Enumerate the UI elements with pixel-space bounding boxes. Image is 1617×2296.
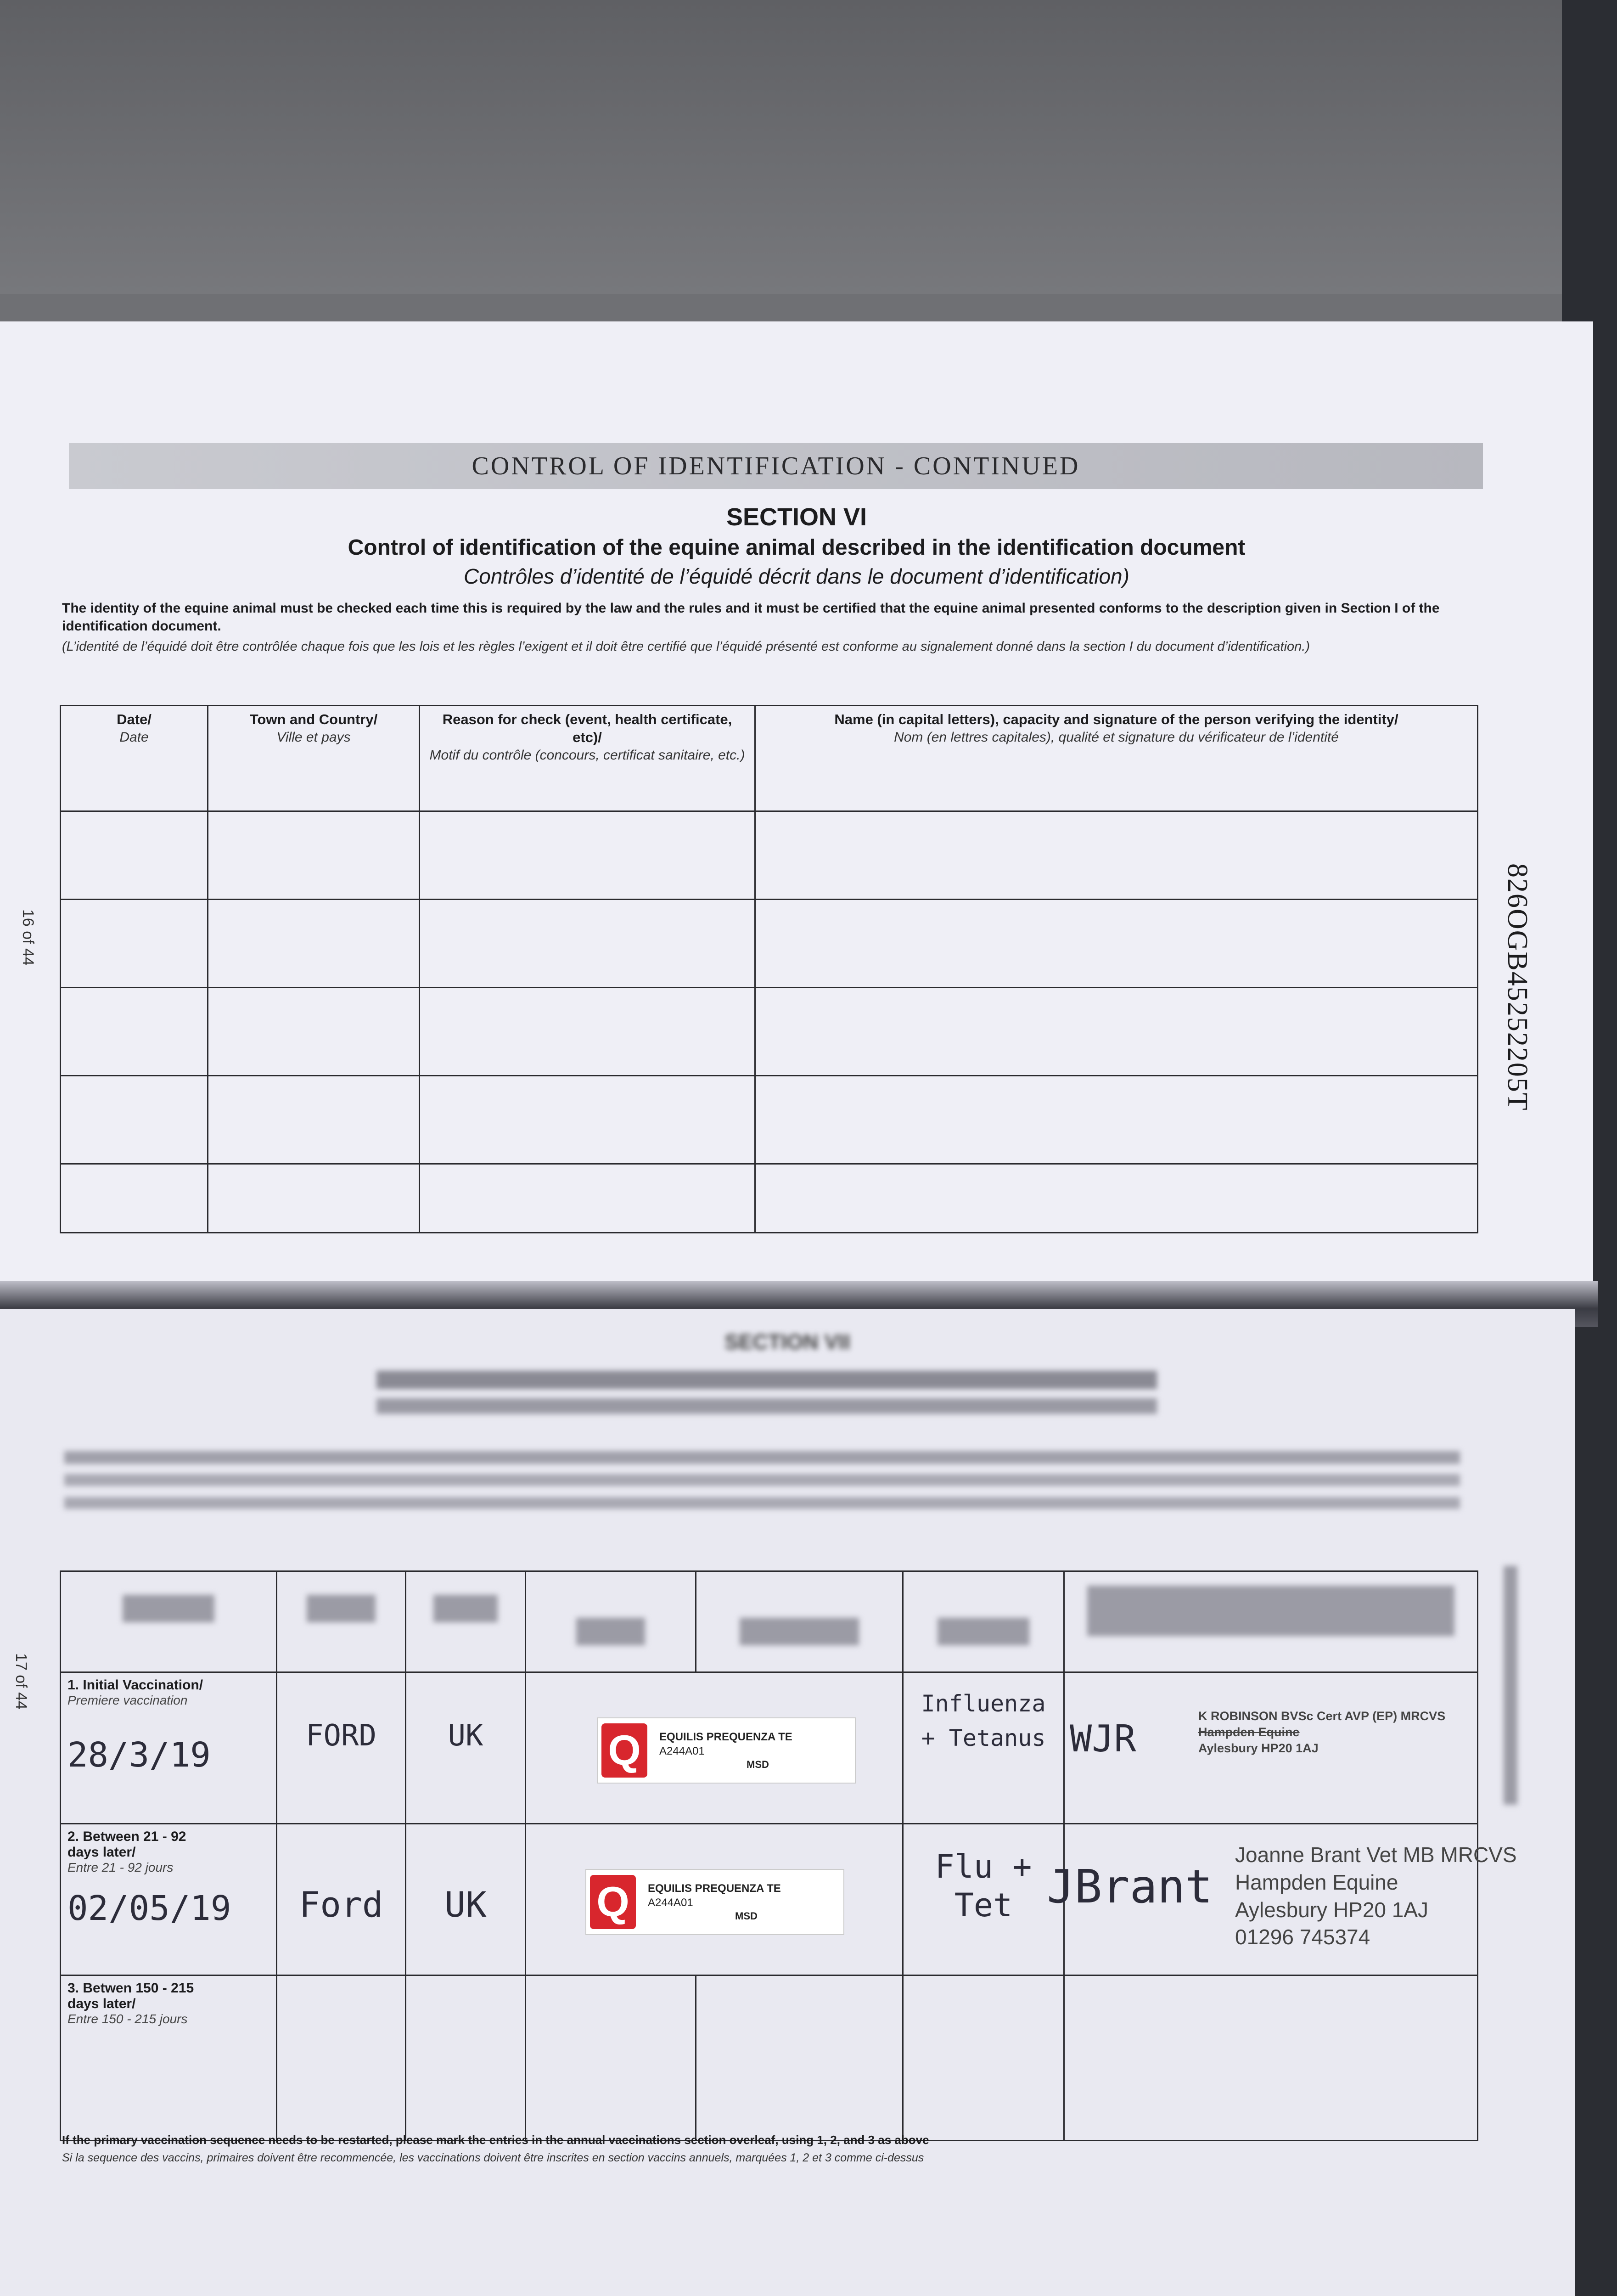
table-row xyxy=(61,988,1478,1076)
header-practice-stamp-blurred xyxy=(1064,1571,1478,1672)
equilis-logo: Q xyxy=(601,1723,647,1778)
section-banner: CONTROL OF IDENTIFICATION - CONTINUED xyxy=(69,443,1483,489)
row2-disease: Flu + Tet xyxy=(903,1824,1064,1975)
vaccination-row-3 xyxy=(61,1975,1478,2141)
page-number-left-top: 16 of 44 xyxy=(19,909,37,966)
row1-label-date: 1. Initial Vaccination/ Premiere vaccination 28/3/19 xyxy=(61,1672,277,1824)
passport-serial-number: 826OGB45252205T xyxy=(1502,863,1533,1111)
header-date: Date/ Date xyxy=(61,706,208,811)
page-number-left-bottom: 17 of 44 xyxy=(12,1653,30,1710)
table-row xyxy=(61,900,1478,988)
row2-date: 02/05/19 xyxy=(67,1889,231,1928)
table-row xyxy=(61,811,1478,900)
header-date-blurred xyxy=(61,1571,277,1672)
row1-country: UK xyxy=(406,1672,526,1824)
equilis-logo: Q xyxy=(590,1875,636,1929)
row1-date: 28/3/19 xyxy=(67,1735,211,1775)
blurred-subheading xyxy=(376,1398,1157,1414)
section-title: SECTION VI xyxy=(726,503,867,531)
header-town-country: Town and Country/ Ville et pays xyxy=(208,706,420,811)
identification-check-table xyxy=(60,705,1478,1233)
footer-french: Si la sequence des vaccins, primaires doivent être recommencée, les vaccinations doivent être inscrites en section vaccins annuels, marquées 1, 2 et 3 comme ci-dessus xyxy=(62,2151,924,2164)
intro-french: (L’identité de l’équidé doit être contrôlée chaque fois que les lois et les règles l’exigent et il doit être certifié que l’équidé présenté est conforme au signalement donné dans la section I du document d’identification.) xyxy=(62,639,1310,654)
header-reason: Reason for check (event, health certificate, etc)/ Motif du contrôle (concours, certificat sanitaire, etc.) xyxy=(420,706,755,811)
header-name-signature: Name (in capital letters), capacity and signature of the person verifying the identity/ Nom (en lettres capitales), qualité et signature du vérificateur de l’identité xyxy=(755,706,1478,811)
vaccination-header-row xyxy=(61,1571,1478,1672)
practice-stamp-row1: K ROBINSON BVSc Cert AVP (EP) MRCVS Hampden Equine Aylesbury HP20 1AJ xyxy=(1198,1709,1446,1756)
vaccine-sticker-row2: Q EQUILIS PREQUENZA TE A244A01 MSD xyxy=(585,1869,844,1935)
header-country-blurred xyxy=(406,1571,526,1672)
row2-country: UK xyxy=(406,1824,526,1975)
row3-label: 3. Betwen 150 - 215 days later/ Entre 150 - 215 jours xyxy=(61,1975,277,2141)
blurred-intro-2 xyxy=(64,1474,1460,1486)
blurred-heading xyxy=(376,1371,1157,1389)
msd-logo: MSD xyxy=(747,1758,769,1770)
blurred-intro-1 xyxy=(64,1451,1460,1464)
footer-english: If the primary vaccination sequence needs to be restarted, please mark the entries in the annual vaccinations section overleaf, using 1, 2, and 3 as above xyxy=(62,2133,929,2147)
row2-label-date: 2. Between 21 - 92 days later/ Entre 21 - 92 jours 02/05/19 xyxy=(61,1824,277,1975)
row1-disease: Influenza + Tetanus xyxy=(903,1672,1064,1824)
blurred-intro-3 xyxy=(64,1497,1460,1509)
blurred-section-title: SECTION VII xyxy=(724,1330,850,1354)
table-header-row xyxy=(61,706,1478,811)
header-vaccine-name-blurred xyxy=(526,1571,696,1672)
row1-place: FORD xyxy=(277,1672,406,1824)
title-french: Contrôles d’identité de l’équidé décrit dans le document d’identification) xyxy=(464,564,1129,588)
header-place-blurred xyxy=(277,1571,406,1672)
practice-stamp-row2: Joanne Brant Vet MB MRCVS Hampden Equine Aylesbury HP20 1AJ 01296 745374 xyxy=(1235,1843,1517,1949)
signature-row2: JBrant xyxy=(1047,1860,1213,1913)
background-top xyxy=(0,0,1617,294)
row2-place: Ford xyxy=(277,1824,406,1975)
blurred-serial-bottom xyxy=(1504,1566,1517,1805)
header-batch-blurred xyxy=(696,1571,903,1672)
vaccine-sticker-row1: Q EQUILIS PREQUENZA TE A244A01 MSD xyxy=(597,1717,856,1784)
signature-row1: WJR xyxy=(1070,1717,1136,1760)
header-disease-blurred xyxy=(903,1571,1064,1672)
table-row xyxy=(61,1164,1478,1233)
table-row xyxy=(61,1076,1478,1164)
title-english: Control of identification of the equine animal described in the identification document xyxy=(348,535,1246,560)
intro-english: The identity of the equine animal must be checked each time this is required by the law and the rules and it must be certified that the equine animal presented conforms to the description given in Section I of the identification document. xyxy=(62,601,1440,634)
msd-logo: MSD xyxy=(735,1910,758,1922)
